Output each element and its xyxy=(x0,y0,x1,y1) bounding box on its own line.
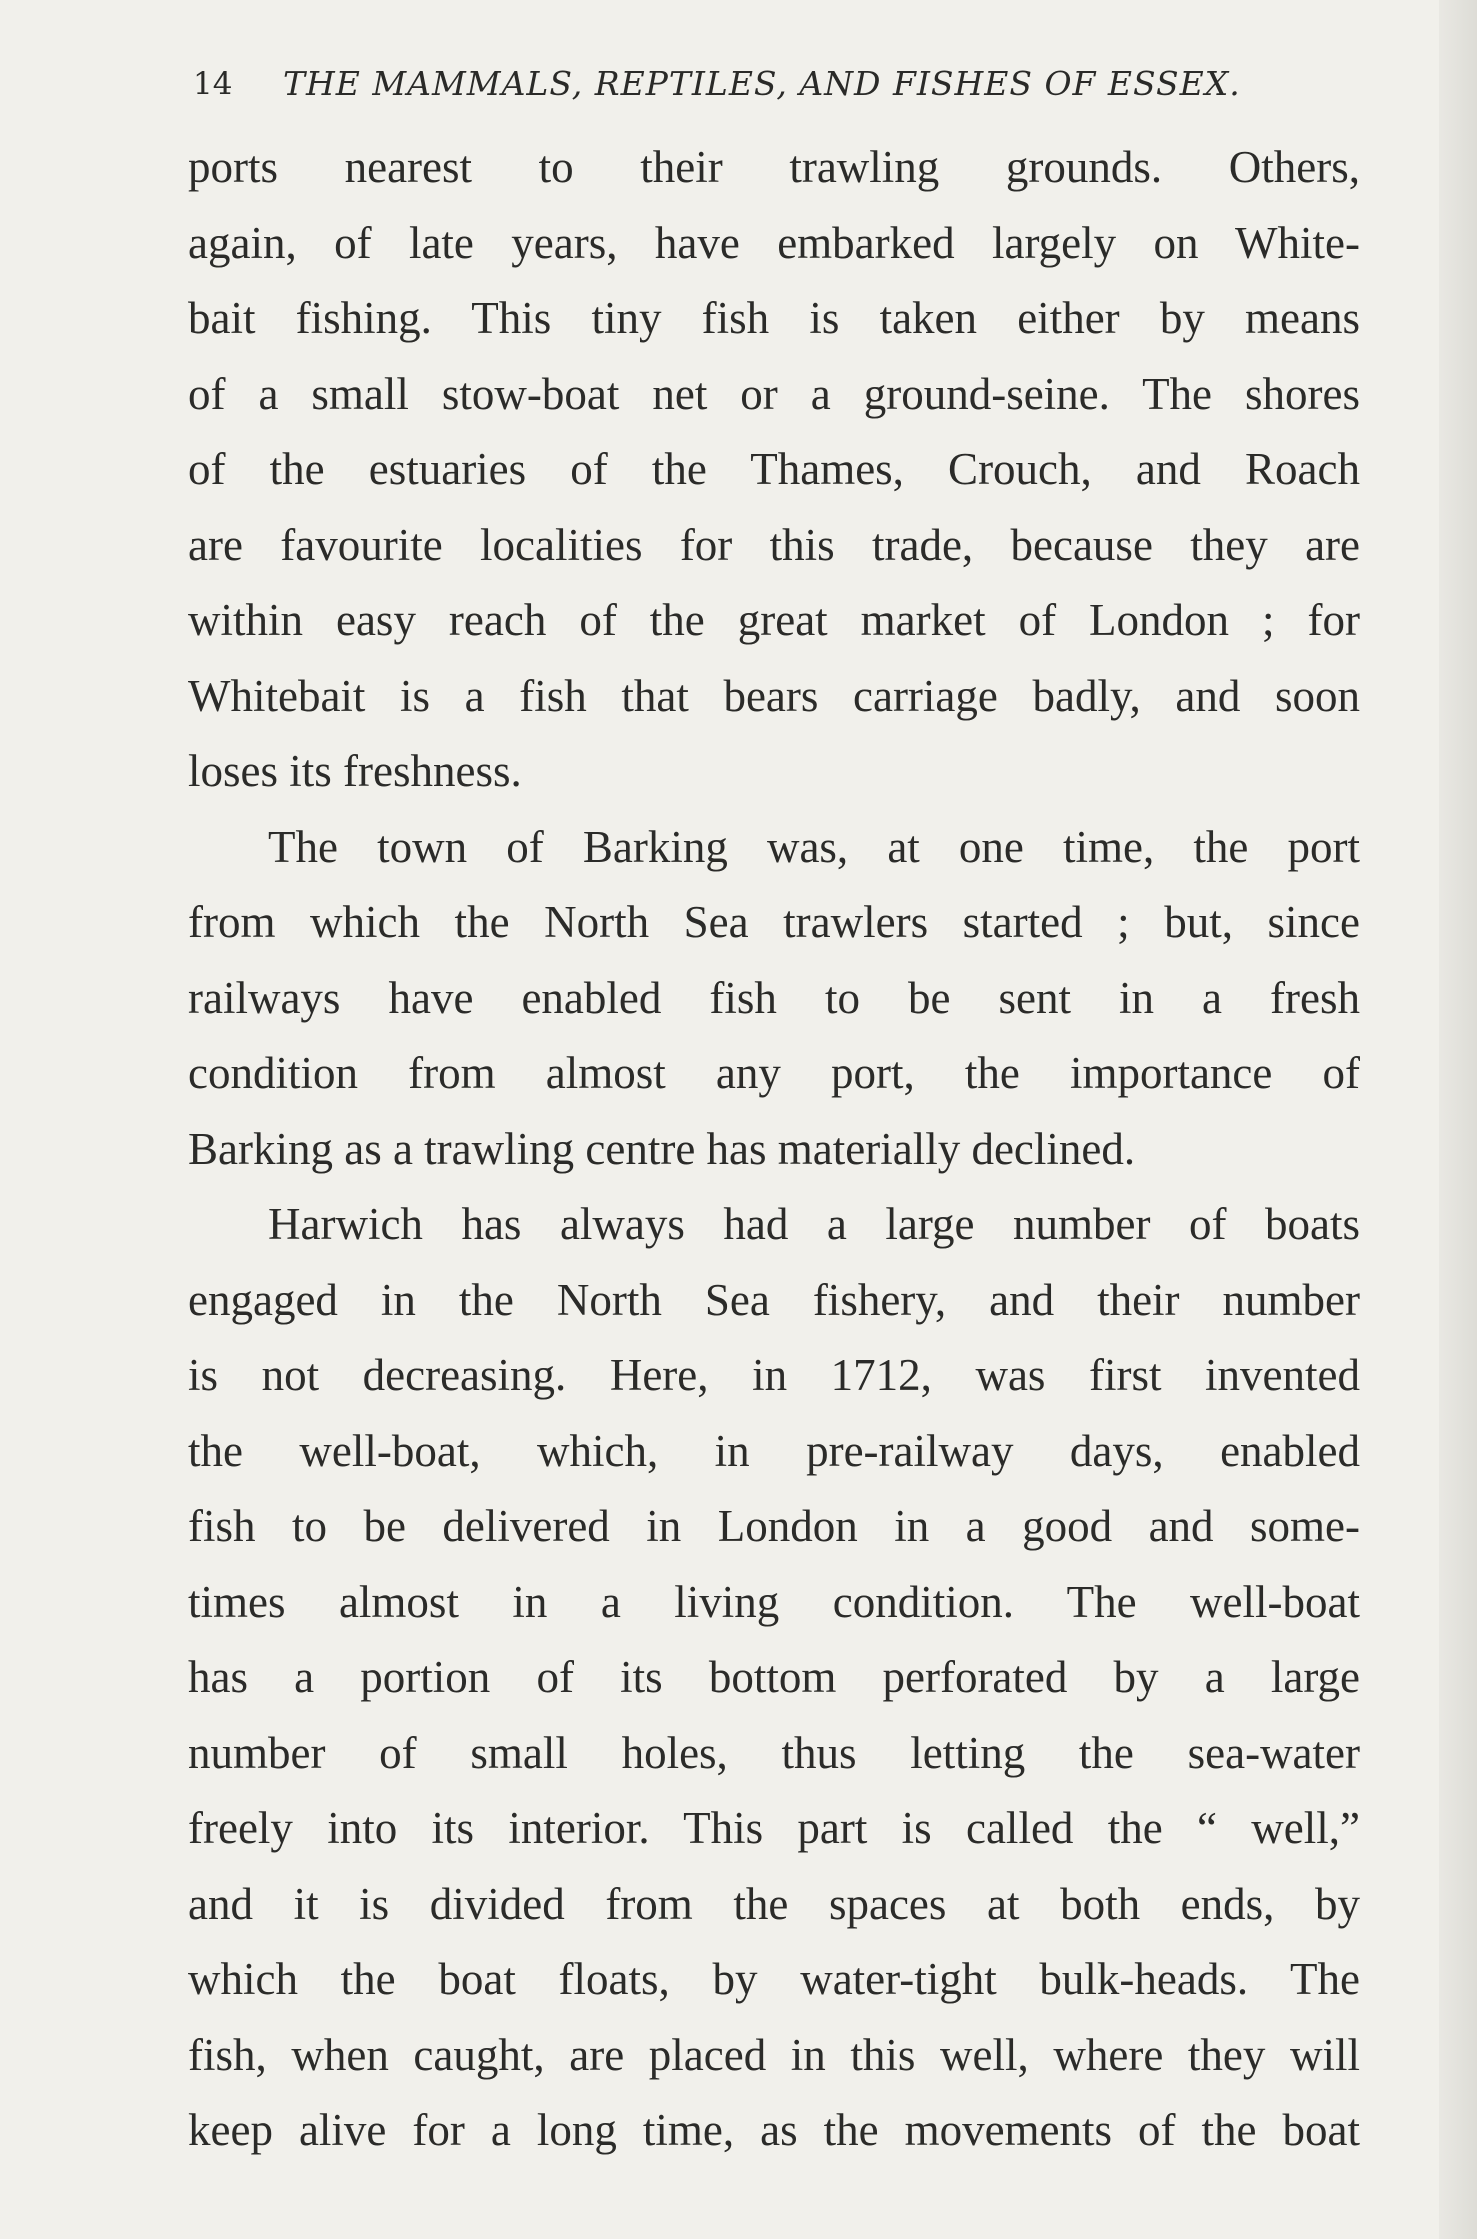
page-number: 14 xyxy=(193,66,233,102)
paragraph xyxy=(188,810,1360,1188)
text-line: Harwich has always had a large number of boats xyxy=(268,1199,1360,1249)
text-line: keep alive for a long time, as the movements of the boat xyxy=(188,2105,1360,2155)
text-line: of the estuaries of the Thames, Crouch, and Roach xyxy=(188,444,1360,494)
text-line: The town of Barking was, at one time, the port xyxy=(268,821,1360,872)
text-line: from which the North Sea trawlers started ; but, since xyxy=(188,897,1360,947)
text-line: engaged in the North Sea fishery, and their number xyxy=(188,1274,1360,1325)
text-line: within easy reach of the great market of London ; for xyxy=(188,595,1360,645)
text-line: and it is divided from the spaces at both ends, by xyxy=(188,1878,1360,1929)
page-edge-shadow xyxy=(1439,0,1477,2239)
running-title: THE MAMMALS, REPTILES, AND FISHES OF ESSEX. xyxy=(283,64,1241,103)
text-line: fish to be delivered in London in a good and some- xyxy=(188,1501,1360,1551)
running-head xyxy=(193,58,1293,114)
text-line: which the boat floats, by water-tight bulk-heads. The xyxy=(188,1954,1360,2004)
text-line: the well-boat, which, in pre-railway days, enabled xyxy=(188,1425,1360,1476)
text-line: condition from almost any port, the importance of xyxy=(188,1048,1360,1098)
text-line: of a small stow-boat net or a ground-seine. The shores xyxy=(188,368,1360,419)
text-line: are favourite localities for this trade, because they are xyxy=(188,519,1360,570)
text-line: times almost in a living condition. The well-boat xyxy=(188,1576,1360,1627)
text-line: ports nearest to their trawling grounds. Others, xyxy=(188,142,1360,192)
paragraph xyxy=(188,1187,1360,2169)
text-line: Barking as a trawling centre has materially declined. xyxy=(188,1123,1136,1174)
text-line: bait fishing. This tiny fish is taken either by means xyxy=(188,293,1360,343)
text-line: again, of late years, have embarked largely on White- xyxy=(188,217,1360,268)
text-line: is not decreasing. Here, in 1712, was first invented xyxy=(188,1350,1360,1400)
text-line: has a portion of its bottom perforated by a large xyxy=(188,1652,1360,1702)
text-line: railways have enabled fish to be sent in a fresh xyxy=(188,972,1360,1023)
text-line: fish, when caught, are placed in this well, where they will xyxy=(188,2029,1360,2080)
paragraph xyxy=(188,130,1360,810)
body-text xyxy=(188,130,1360,2169)
text-line: loses its freshness. xyxy=(188,746,522,796)
text-line: number of small holes, thus letting the sea-water xyxy=(188,1727,1360,1778)
text-line: freely into its interior. This part is called the “ well,” xyxy=(188,1803,1360,1853)
text-line: Whitebait is a fish that bears carriage badly, and soon xyxy=(188,670,1360,721)
